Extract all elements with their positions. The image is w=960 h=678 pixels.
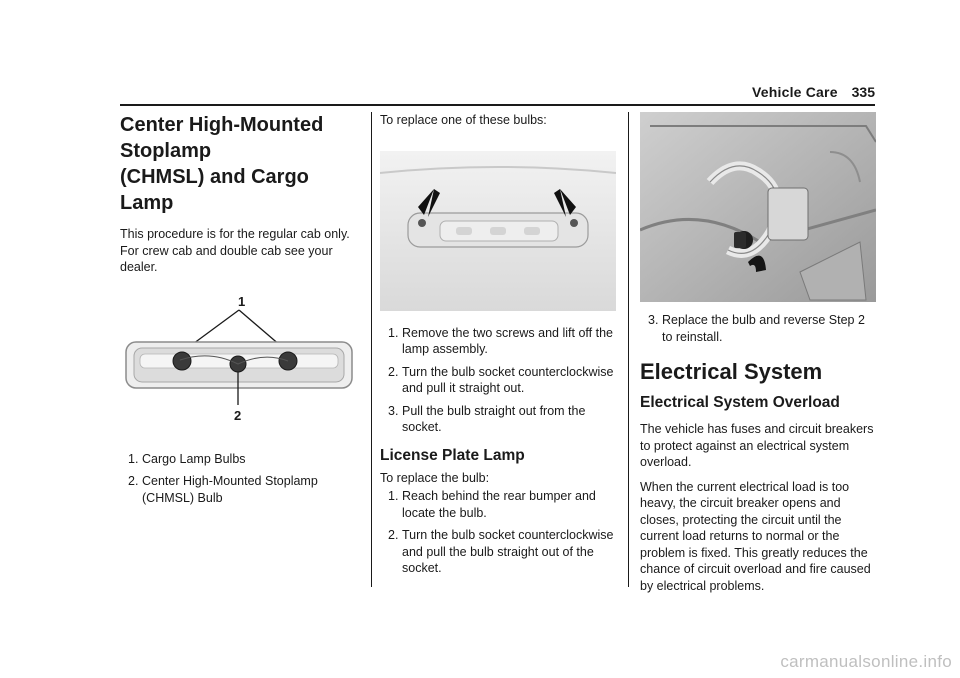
electrical-overload-heading: Electrical System Overload <box>640 394 840 411</box>
list-item: 2. Turn the bulb socket counterclockwise and pull the bulb straight out of the socket. <box>388 528 614 575</box>
column-divider-1 <box>371 112 372 587</box>
chmsl-figure <box>120 290 360 425</box>
column-1 <box>120 112 360 512</box>
electrical-system-heading: Electrical System <box>640 359 823 384</box>
license-steps <box>380 488 616 577</box>
license-plate-heading: License Plate Lamp <box>380 446 525 464</box>
license-bulb-illustration <box>640 112 876 302</box>
license-intro: To replace the bulb: <box>380 470 490 485</box>
column-divider-2 <box>628 112 629 587</box>
list-item: 3. Replace the bulb and reverse Step 2 to reinstall. <box>648 313 865 344</box>
list-item: 1. Reach behind the rear bumper and locate the bulb. <box>388 489 596 520</box>
column-2 <box>380 112 616 583</box>
chmsl-legend <box>120 451 360 507</box>
legend-item: 2. Center High-Mounted Stoplamp (CHMSL) Bulb <box>128 474 318 505</box>
overload-para-1: The vehicle has fuses and circuit breakers to protect against an electrical system overload. <box>640 422 874 469</box>
chmsl-heading-line2: (CHMSL) and Cargo Lamp <box>120 166 309 214</box>
lamp-screws-illustration <box>380 151 616 311</box>
running-header-section: Vehicle Care <box>752 84 838 100</box>
page-number: 335 <box>851 84 875 100</box>
list-item: 2. Turn the bulb socket counterclockwise and pull it straight out. <box>388 364 614 395</box>
license-step3 <box>640 312 878 345</box>
chmsl-lamp-illustration <box>120 290 360 425</box>
column-3 <box>640 112 878 602</box>
replace-steps <box>380 325 616 436</box>
list-item: 3. Pull the bulb straight out from the socket. <box>388 403 586 434</box>
license-bulb-figure <box>640 112 878 302</box>
lamp-screws-figure <box>380 151 616 311</box>
callout-1: 1 <box>238 293 246 309</box>
chmsl-heading <box>120 112 360 216</box>
list-item: 1. Remove the two screws and lift off the lamp assembly. <box>388 325 613 356</box>
chmsl-intro: This procedure is for the regular cab only. For crew cab and double cab see your dealer. <box>120 227 350 274</box>
replace-intro: To replace one of these bulbs: <box>380 113 547 127</box>
header-rule <box>120 104 875 106</box>
watermark: carmanualsonline.info <box>780 652 952 671</box>
overload-para-2: When the current electrical load is too heavy, the circuit breaker opens and closes, protecting the circuit until the current load returns to normal or the problem is fixed. This greatly reduces the chance of circuit overload and fire caused by electrical problems. <box>640 479 871 593</box>
chmsl-heading-line1: Center High-Mounted Stoplamp <box>120 114 324 162</box>
callout-2: 2 <box>234 407 242 423</box>
legend-item: 1. Cargo Lamp Bulbs <box>128 451 246 466</box>
